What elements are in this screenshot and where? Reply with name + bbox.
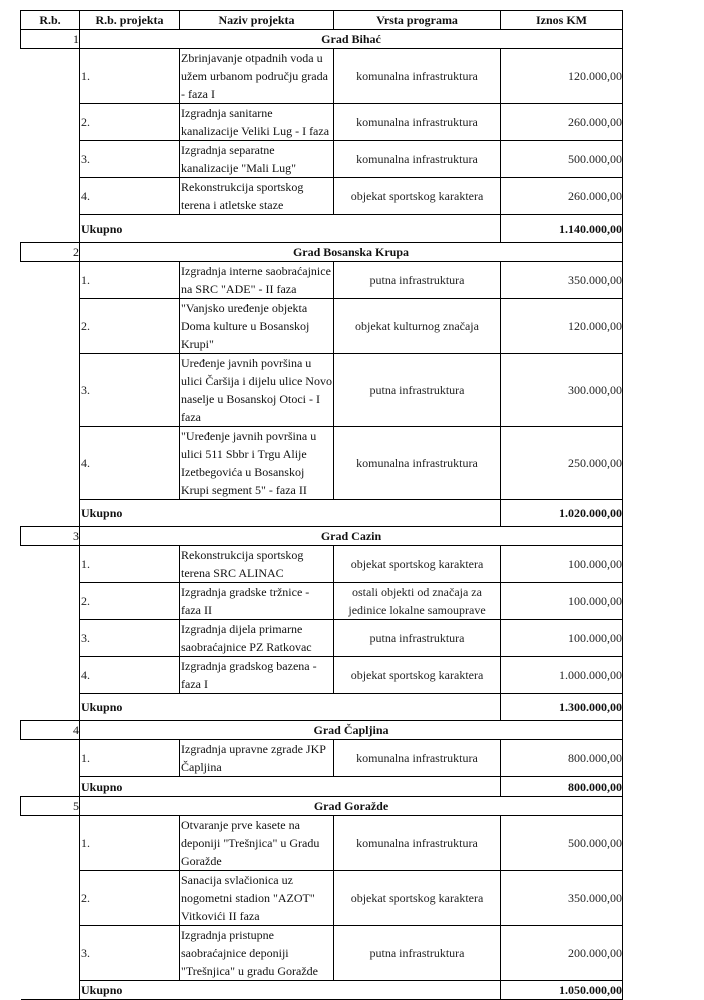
project-amount: 350.000,00 bbox=[501, 871, 623, 926]
table-body bbox=[21, 30, 623, 1000]
project-number: 1. bbox=[80, 816, 180, 871]
table-row bbox=[21, 546, 623, 583]
total-row bbox=[21, 777, 623, 797]
group-row bbox=[21, 721, 623, 740]
table-row bbox=[21, 178, 623, 215]
group-name: Grad Goražde bbox=[80, 797, 623, 816]
table-row bbox=[21, 49, 623, 104]
project-name: Izgradnja upravne zgrade JKP Čapljina bbox=[180, 740, 334, 777]
empty-cell bbox=[21, 354, 80, 427]
header-iznos-km: Iznos KM bbox=[501, 11, 623, 30]
total-label: Ukupno bbox=[80, 777, 501, 797]
project-number: 3. bbox=[80, 141, 180, 178]
group-rb: 2 bbox=[21, 243, 80, 262]
project-name: Izgradnja interne saobraćajnice na SRC "ADE" - II faza bbox=[180, 262, 334, 299]
total-row bbox=[21, 500, 623, 527]
project-amount: 500.000,00 bbox=[501, 816, 623, 871]
table-row bbox=[21, 427, 623, 500]
group-row bbox=[21, 527, 623, 546]
project-amount: 120.000,00 bbox=[501, 299, 623, 354]
group-rb: 1 bbox=[21, 30, 80, 49]
table-row bbox=[21, 657, 623, 694]
empty-cell bbox=[21, 141, 80, 178]
table-row bbox=[21, 262, 623, 299]
project-amount: 120.000,00 bbox=[501, 49, 623, 104]
header-rb-projekta: R.b. projekta bbox=[80, 11, 180, 30]
project-amount: 350.000,00 bbox=[501, 262, 623, 299]
total-amount: 800.000,00 bbox=[501, 777, 623, 797]
group-rb: 4 bbox=[21, 721, 80, 740]
project-amount: 260.000,00 bbox=[501, 178, 623, 215]
program-type: putna infrastruktura bbox=[334, 354, 501, 427]
project-amount: 100.000,00 bbox=[501, 583, 623, 620]
empty-cell bbox=[21, 262, 80, 299]
empty-cell bbox=[21, 620, 80, 657]
group-row bbox=[21, 797, 623, 816]
program-type: komunalna infrastruktura bbox=[334, 816, 501, 871]
project-name: Izgradnja sanitarne kanalizacije Veliki Lug - I faza bbox=[180, 104, 334, 141]
project-name: Izgradnja gradske tržnice - faza II bbox=[180, 583, 334, 620]
program-type: putna infrastruktura bbox=[334, 262, 501, 299]
project-amount: 300.000,00 bbox=[501, 354, 623, 427]
program-type: objekat sportskog karaktera bbox=[334, 178, 501, 215]
project-number: 2. bbox=[80, 583, 180, 620]
group-rb: 5 bbox=[21, 797, 80, 816]
empty-cell bbox=[21, 694, 80, 721]
group-name: Grad Bosanska Krupa bbox=[80, 243, 623, 262]
total-amount: 1.140.000,00 bbox=[501, 215, 623, 243]
project-number: 3. bbox=[80, 926, 180, 981]
project-number: 1. bbox=[80, 546, 180, 583]
project-number: 4. bbox=[80, 657, 180, 694]
group-row bbox=[21, 30, 623, 49]
empty-cell bbox=[21, 546, 80, 583]
program-type: objekat sportskog karaktera bbox=[334, 871, 501, 926]
program-type: komunalna infrastruktura bbox=[334, 740, 501, 777]
empty-cell bbox=[21, 981, 80, 1000]
table-row bbox=[21, 740, 623, 777]
program-type: putna infrastruktura bbox=[334, 620, 501, 657]
project-name: Otvaranje prve kasete na deponiji "Trešnjica" u Gradu Goražde bbox=[180, 816, 334, 871]
header-rb: R.b. bbox=[21, 11, 80, 30]
program-type: komunalna infrastruktura bbox=[334, 104, 501, 141]
empty-cell bbox=[21, 777, 80, 797]
project-amount: 500.000,00 bbox=[501, 141, 623, 178]
project-amount: 100.000,00 bbox=[501, 546, 623, 583]
empty-cell bbox=[21, 583, 80, 620]
project-name: Sanacija svlačionica uz nogometni stadion "AZOT" Vitkovići II faza bbox=[180, 871, 334, 926]
project-number: 3. bbox=[80, 354, 180, 427]
group-name: Grad Čapljina bbox=[80, 721, 623, 740]
project-amount: 260.000,00 bbox=[501, 104, 623, 141]
project-amount: 1.000.000,00 bbox=[501, 657, 623, 694]
table-row bbox=[21, 141, 623, 178]
project-number: 2. bbox=[80, 299, 180, 354]
empty-cell bbox=[21, 500, 80, 527]
program-type: objekat sportskog karaktera bbox=[334, 546, 501, 583]
empty-cell bbox=[21, 657, 80, 694]
project-number: 2. bbox=[80, 104, 180, 141]
total-label: Ukupno bbox=[80, 500, 501, 527]
project-name: Uređenje javnih površina u ulici Čaršija i dijelu ulice Novo naselje u Bosanskoj Otoci - I faza bbox=[180, 354, 334, 427]
empty-cell bbox=[21, 215, 80, 243]
empty-cell bbox=[21, 104, 80, 141]
table-row bbox=[21, 816, 623, 871]
group-rb: 3 bbox=[21, 527, 80, 546]
table-row bbox=[21, 583, 623, 620]
program-type: putna infrastruktura bbox=[334, 926, 501, 981]
project-number: 4. bbox=[80, 427, 180, 500]
table-row bbox=[21, 354, 623, 427]
program-type: komunalna infrastruktura bbox=[334, 141, 501, 178]
group-name: Grad Bihać bbox=[80, 30, 623, 49]
empty-cell bbox=[21, 740, 80, 777]
total-label: Ukupno bbox=[80, 215, 501, 243]
empty-cell bbox=[21, 49, 80, 104]
table-row bbox=[21, 299, 623, 354]
project-number: 3. bbox=[80, 620, 180, 657]
empty-cell bbox=[21, 816, 80, 871]
program-type: komunalna infrastruktura bbox=[334, 427, 501, 500]
projects-table bbox=[20, 10, 623, 1000]
project-number: 2. bbox=[80, 871, 180, 926]
empty-cell bbox=[21, 926, 80, 981]
total-amount: 1.020.000,00 bbox=[501, 500, 623, 527]
project-name: "Vanjsko uređenje objekta Doma kulture u Bosanskoj Krupi" bbox=[180, 299, 334, 354]
empty-cell bbox=[21, 178, 80, 215]
project-name: Izgradnja separatne kanalizacije "Mali Lug" bbox=[180, 141, 334, 178]
project-name: Rekonstrukcija sportskog terena SRC ALINAC bbox=[180, 546, 334, 583]
project-name: "Uređenje javnih površina u ulici 511 Sbbr i Trgu Alije Izetbegovića u Bosanskoj Krupi segment 5" - faza II bbox=[180, 427, 334, 500]
empty-cell bbox=[21, 427, 80, 500]
total-label: Ukupno bbox=[80, 981, 501, 1000]
empty-cell bbox=[21, 299, 80, 354]
project-number: 1. bbox=[80, 740, 180, 777]
project-number: 4. bbox=[80, 178, 180, 215]
program-type: objekat kulturnog značaja bbox=[334, 299, 501, 354]
table-row bbox=[21, 104, 623, 141]
project-name: Zbrinjavanje otpadnih voda u užem urbanom području grada - faza I bbox=[180, 49, 334, 104]
total-label: Ukupno bbox=[80, 694, 501, 721]
project-name: Izgradnja dijela primarne saobraćajnice PZ Ratkovac bbox=[180, 620, 334, 657]
total-row bbox=[21, 215, 623, 243]
total-amount: 1.050.000,00 bbox=[501, 981, 623, 1000]
program-type: komunalna infrastruktura bbox=[334, 49, 501, 104]
project-amount: 250.000,00 bbox=[501, 427, 623, 500]
program-type: ostali objekti od značaja za jedinice lokalne samouprave bbox=[334, 583, 501, 620]
project-name: Izgradnja pristupne saobraćajnice deponiji "Trešnjica" u gradu Goražde bbox=[180, 926, 334, 981]
project-amount: 100.000,00 bbox=[501, 620, 623, 657]
table-row bbox=[21, 871, 623, 926]
project-amount: 800.000,00 bbox=[501, 740, 623, 777]
project-amount: 200.000,00 bbox=[501, 926, 623, 981]
group-name: Grad Cazin bbox=[80, 527, 623, 546]
table-row bbox=[21, 926, 623, 981]
header-naziv-projekta: Naziv projekta bbox=[180, 11, 334, 30]
total-row bbox=[21, 981, 623, 1000]
table-row bbox=[21, 620, 623, 657]
group-row bbox=[21, 243, 623, 262]
program-type: objekat sportskog karaktera bbox=[334, 657, 501, 694]
empty-cell bbox=[21, 871, 80, 926]
project-number: 1. bbox=[80, 49, 180, 104]
project-name: Rekonstrukcija sportskog terena i atletske staze bbox=[180, 178, 334, 215]
table-header-row bbox=[21, 11, 623, 30]
header-vrsta-programa: Vrsta programa bbox=[334, 11, 501, 30]
project-name: Izgradnja gradskog bazena - faza I bbox=[180, 657, 334, 694]
total-row bbox=[21, 694, 623, 721]
project-number: 1. bbox=[80, 262, 180, 299]
total-amount: 1.300.000,00 bbox=[501, 694, 623, 721]
